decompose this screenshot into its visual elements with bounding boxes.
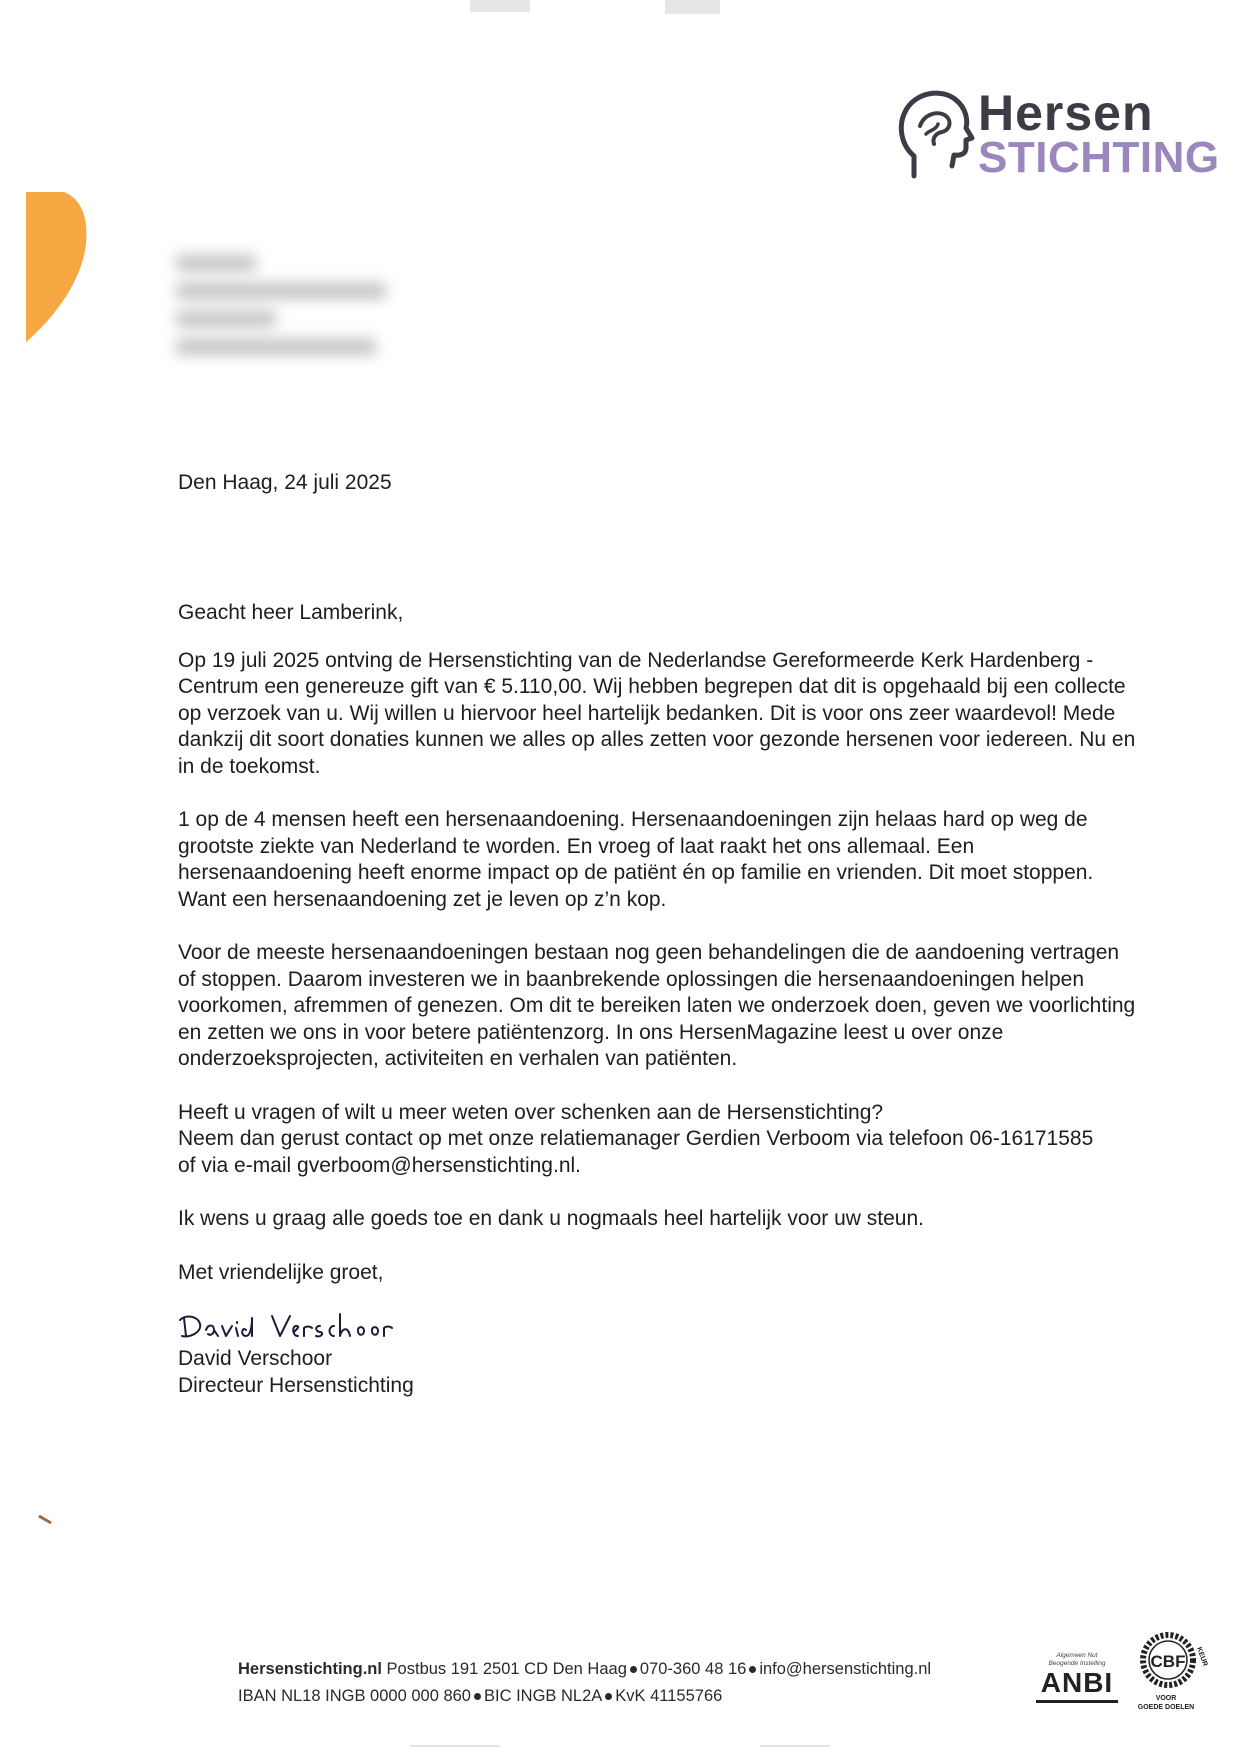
scan-artifact (760, 1745, 830, 1747)
signer-block (178, 1345, 414, 1399)
footer-email: info@hersenstichting.nl (759, 1660, 932, 1678)
handwritten-signature (176, 1308, 396, 1344)
orange-accent-shape (26, 192, 88, 342)
anbi-subtext: Algemeen Nut (1056, 1652, 1098, 1659)
contact-line: Neem dan gerust contact op met onze relatiemanager Gerdien Verboom via telefoon 06-16171585 (178, 1127, 1094, 1150)
footer-kvk: KvK 41155766 (615, 1687, 723, 1705)
redacted-line (176, 255, 256, 271)
redacted-line (176, 283, 386, 299)
paragraph-research: Voor de meeste hersenaandoeningen bestaan nog geen behandelingen die de aandoening vertragen of stoppen. Daarom investeren we in baanbrekende oplossingen die hersenaandoeningen helpen voorkomen, afremmen of genezen. Om dit te bereiken laten we onderzoek doen, geven we voorlichting en zetten we ons in voor betere patiëntenzorg. In ons HersenMagazine leest u over onze onderzoeksprojecten, activiteiten en verhalen van patiënten. (178, 941, 1136, 1070)
scan-artifact (38, 1515, 52, 1525)
scan-artifact (665, 0, 720, 14)
footer-phone: 070-360 48 16 (639, 1660, 747, 1678)
letter-footer (238, 1656, 931, 1710)
footer-bic: BIC INGB NL2A (483, 1687, 603, 1705)
footer-line-1 (238, 1656, 931, 1683)
contact-line: Heeft u vragen of wilt u meer weten over schenken aan de Hersenstichting? (178, 1100, 884, 1124)
salutation: Geacht heer Lamberink, (178, 601, 404, 624)
bullet-icon (630, 1666, 637, 1673)
closing-wish: Ik wens u graag alle goeds toe en dank u nogmaals heel hartelijk voor uw steun. (178, 1207, 924, 1230)
cbf-caption-line: GOEDE DOELEN (1137, 1704, 1195, 1711)
footer-website: Hersenstichting.nl (238, 1660, 382, 1678)
letter-body (178, 600, 1138, 1313)
contact-line: of via e-mail gverboom@hersenstichting.nl. (178, 1153, 581, 1177)
signer-name: David Verschoor (178, 1347, 333, 1370)
paragraph-impact: 1 op de 4 mensen heeft een hersenaandoening. Hersenaandoeningen zijn helaas hard op weg de grootste ziekte van Nederland te worden. En vroeg of laat raakt het ons allemaal. Een hersenaandoening heeft enorme impact op de patiënt én op familie en vrienden. Dit moet stoppen. Want een hersenaandoening zet je leven op z’n kop. (178, 808, 1094, 911)
logo-wordmark-bottom: STICHTING (978, 133, 1220, 182)
recipient-address-redacted (176, 255, 406, 365)
anbi-underline (1036, 1700, 1118, 1703)
signer-title: Directeur Hersenstichting (178, 1374, 414, 1397)
head-brain-icon (896, 86, 976, 181)
brand-logo (896, 85, 1220, 186)
paragraph-contact (178, 1100, 1138, 1180)
cbf-label: CBF (1150, 1652, 1186, 1671)
footer-postbus: Postbus 191 2501 CD Den Haag (386, 1660, 627, 1678)
bullet-icon (749, 1666, 756, 1673)
logo-wordmark-top: Hersen (978, 85, 1154, 141)
cbf-caption (1136, 1694, 1196, 1712)
scan-artifact (410, 1745, 500, 1747)
bullet-icon (474, 1693, 481, 1700)
redacted-line (176, 339, 376, 355)
scan-artifact (470, 0, 530, 12)
anbi-label: ANBI (1040, 1667, 1114, 1698)
paragraph-gift: Op 19 juli 2025 ontving de Hersenstichting van de Nederlandse Gereformeerde Kerk Hardenberg - Centrum een genereuze gift van € 5.110,00. Wij hebben begrepen dat dit is opgehaald bij een collecte op verzoek van u. Wij willen u hiervoor heel hartelijk bedanken. Dit is voor ons zeer waardevol! Mede dankzij dit soort donaties kunnen we alles op alles zetten voor gezonde hersenen voor iedereen. Nu en in de toekomst. (178, 648, 1136, 778)
anbi-subtext: Beogende Instelling (1048, 1660, 1106, 1667)
footer-iban: IBAN NL18 INGB 0000 000 860 (238, 1687, 471, 1705)
bullet-icon (605, 1693, 612, 1700)
cbf-ring-label: KEUR (1195, 1646, 1209, 1668)
anbi-badge (1036, 1652, 1118, 1703)
footer-line-2 (238, 1683, 931, 1710)
letter-date: Den Haag, 24 juli 2025 (178, 471, 392, 494)
greeting: Met vriendelijke groet, (178, 1260, 384, 1284)
redacted-line (176, 311, 276, 327)
cbf-caption-line: VOOR (1155, 1695, 1177, 1702)
